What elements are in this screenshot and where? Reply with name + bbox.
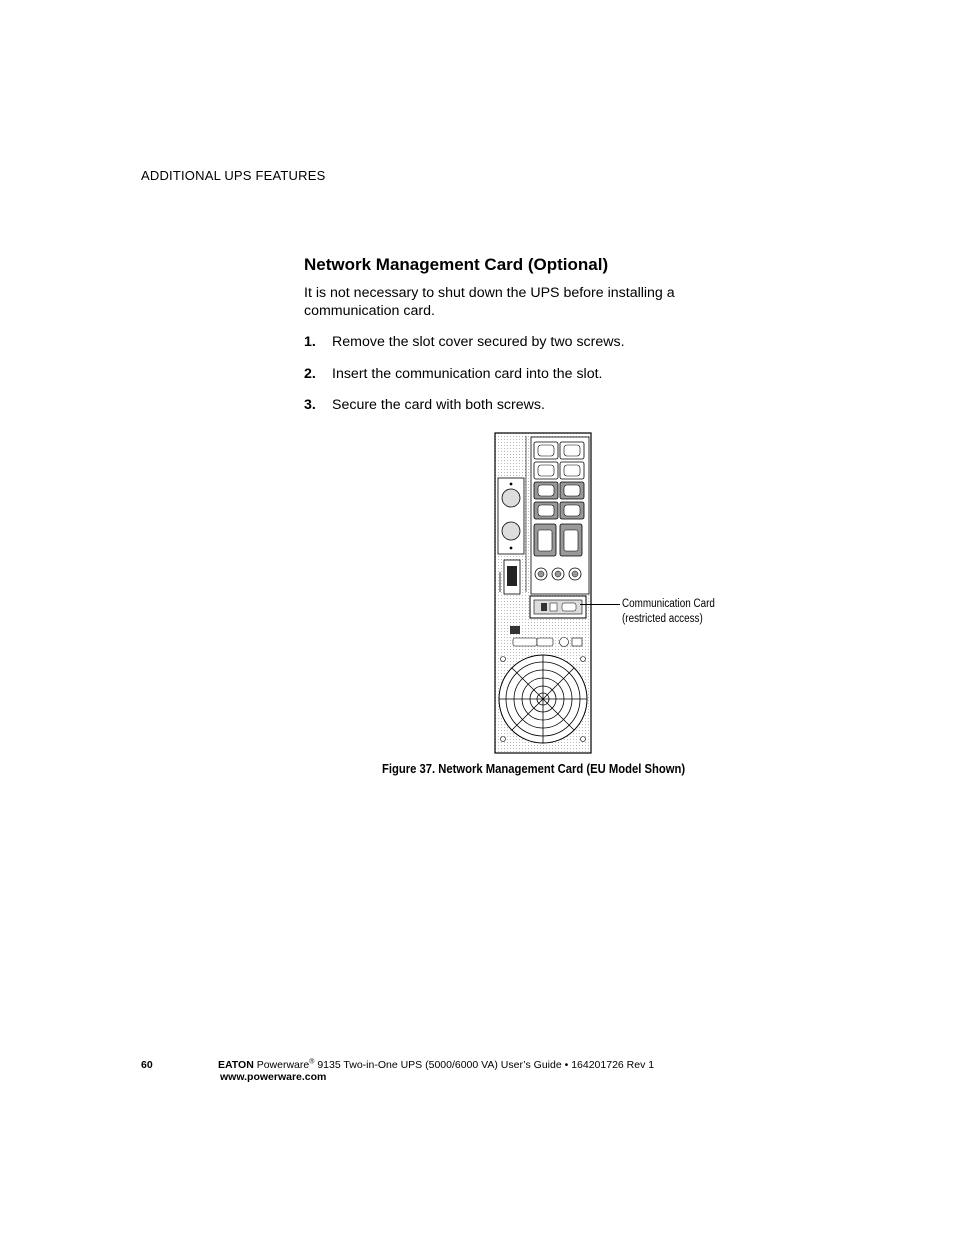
step-number: 2. (304, 365, 316, 382)
section (304, 255, 724, 428)
callout-leader-line (580, 604, 620, 605)
footer-description: 9135 Two-in-One UPS (5000/6000 VA) User’s Guide • 164201726 Rev 1 (317, 1059, 655, 1071)
step-item (304, 396, 724, 414)
steps-list (304, 333, 724, 414)
step-text: Remove the slot cover secured by two screws. (332, 334, 625, 350)
running-header: ADDITIONAL UPS FEATURES (141, 168, 326, 183)
step-item (304, 333, 724, 351)
footer-brand: EATON (218, 1059, 254, 1071)
step-text: Secure the card with both screws. (332, 397, 545, 413)
registered-mark: ® (309, 1058, 315, 1066)
section-title: Network Management Card (Optional) (304, 255, 609, 274)
figure-caption: Figure 37. Network Management Card (EU Model Shown) (382, 762, 686, 776)
callout-label (622, 597, 715, 627)
callout-line-2: (restricted access) (622, 613, 703, 625)
step-item (304, 365, 724, 383)
callout-line-1: Communication Card (622, 598, 715, 610)
step-number: 1. (304, 334, 316, 350)
step-number: 3. (304, 397, 316, 413)
intro-paragraph: It is not necessary to shut down the UPS before installing a communication card. (304, 285, 675, 319)
footer-product: Powerware (256, 1059, 310, 1071)
footer-url: www.powerware.com (220, 1071, 327, 1083)
step-text: Insert the communication card into the slot. (332, 365, 603, 382)
page-number: 60 (141, 1059, 153, 1071)
ups-rear-panel-illustration (494, 432, 592, 754)
footer-title (218, 1059, 654, 1071)
